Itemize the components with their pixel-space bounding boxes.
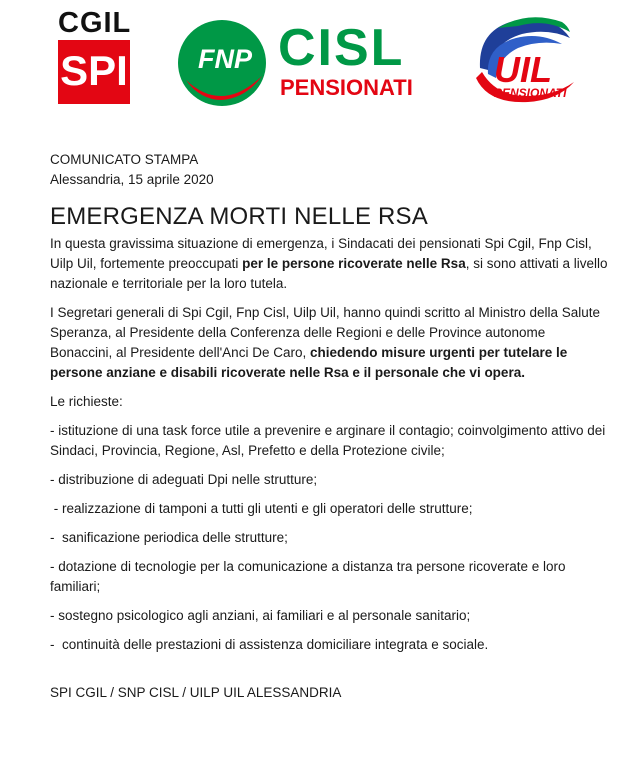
paragraph-intro-text-a: In questa gravissima situazione di emergenza, i Sindacati dei pensionati Spi Cgil, Fnp Cisl, Uilp Uil, fortemente preoccupati [50,236,592,271]
spi-logo-box [58,40,130,104]
uil-pensionati-text: PENSIONATI [494,86,567,100]
doc-type-label: COMUNICATO STAMPA [50,152,199,167]
paragraph-intro [50,234,610,294]
list-item: - sostegno psicologico agli anziani, ai familiari e al personale sanitario; [50,608,471,623]
logo-header [0,0,637,125]
requests-label: Le richieste: [50,394,123,409]
uil-pensionati-logo [458,8,582,108]
paragraph-letter-text-a: I Segretari generali di Spi Cgil, Fnp Cisl, Uilp Uil, hanno quindi scritto al Ministro della Salute Speranza, al Presidente della Conferenza delle Regioni e delle Province autonome Bonaccini, al Presidente dell'Anci De Caro, [50,305,601,360]
press-release-body [50,150,610,703]
signature-footer: SPI CGIL / SNP CISL / UILP UIL ALESSANDRIA [50,685,342,700]
list-item: - realizzazione di tamponi a tutti gli utenti e gli operatori delle strutture; [50,501,473,516]
cisl-logo-text: CISL [278,19,405,77]
cisl-pensionati-text: PENSIONATI [280,75,413,100]
place-date: Alessandria, 15 aprile 2020 [50,172,214,187]
list-item: - sanificazione periodica delle strutture; [50,530,288,545]
fnp-cisl-logo [176,18,426,108]
spi-logo-text: SPI [60,47,128,94]
page-title: EMERGENZA MORTI NELLE RSA [50,203,428,230]
paragraph-intro-bold: per le persone ricoverate nelle Rsa [242,256,466,271]
cgil-logo-text: CGIL [58,7,132,39]
paragraph-intro-text-c: , si sono attivati a livello nazionale e territoriale per la loro tutela. [50,256,608,291]
list-item: - distribuzione di adeguati Dpi nelle strutture; [50,472,318,487]
list-item: - dotazione di tecnologie per la comunicazione a distanza tra persone ricoverate e loro familiari; [50,559,566,594]
list-item: - continuità delle prestazioni di assistenza domiciliare integrata e sociale. [50,637,489,652]
paragraph-letter [50,303,610,383]
cgil-spi-logo [58,8,130,106]
uil-logo-text: UIL [494,49,552,90]
list-item: - istituzione di una task force utile a prevenire e arginare il contagio; coinvolgimento attivo dei Sindaci, Provincia, Regione, Asl, Prefetto e della Protezione civile; [50,423,606,458]
fnp-logo-text: FNP [198,44,252,74]
paragraph-letter-bold: chiedendo misure urgenti per tutelare le persone anziane e disabili ricoverate nelle Rsa e il personale che vi opera. [50,345,568,380]
